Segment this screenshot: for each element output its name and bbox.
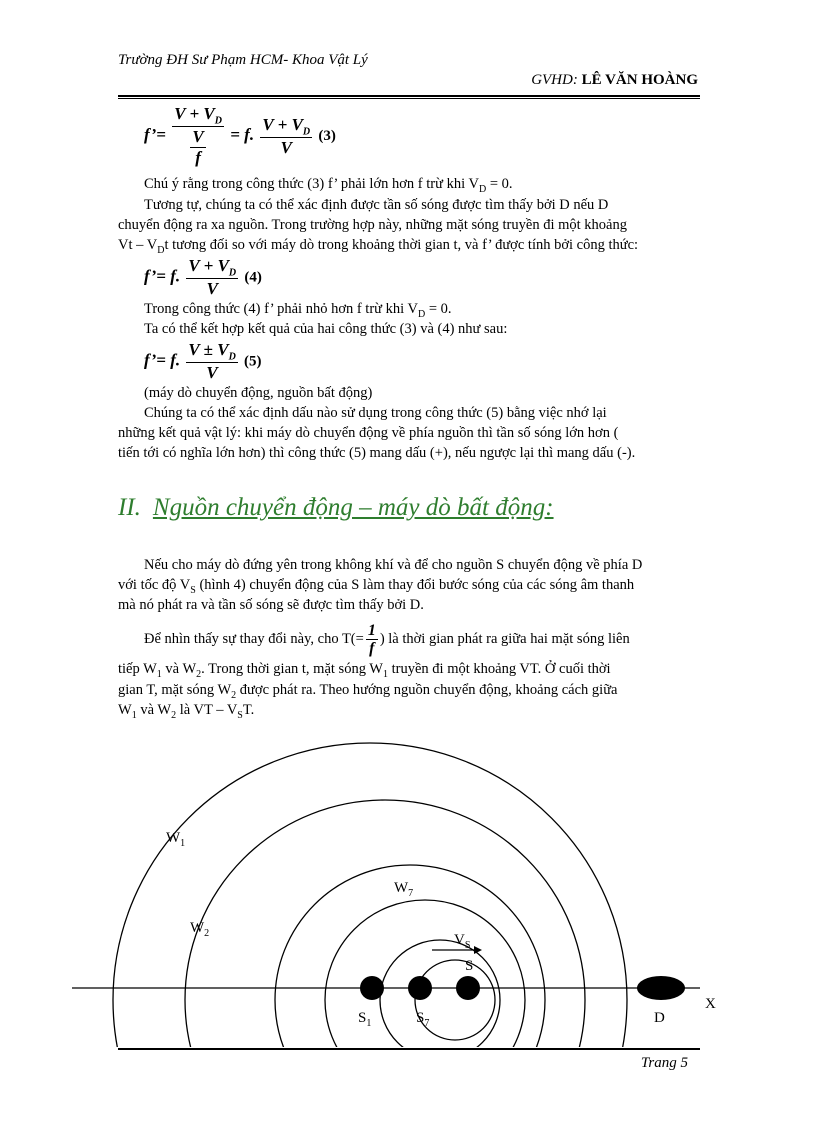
formula-4-lhs: f’= f. — [144, 266, 181, 286]
label-w7: $W_7$ — [394, 880, 414, 899]
p3-text: Trong công thức (4) f’ phải nhỏ hơn f trừ khi V — [144, 301, 419, 317]
p6-line1: Chúng ta có thể xác định dấu nào sử dụng trong công thức (5) bằng việc nhớ lại — [144, 405, 607, 421]
p8-l1b: ) là thời gian phát ra giữa hai mặt sóng liên — [379, 630, 630, 647]
p4: Ta có thể kết hợp kết quả của hai công thức (3) và (4) như sau: — [144, 321, 508, 337]
p3-sub: D — [418, 308, 426, 320]
p1-text-end: = 0. — [486, 176, 513, 192]
formula-4-den: V — [206, 279, 218, 299]
page-number: Trang 5 — [640, 1055, 688, 1071]
p8-l4d: T. — [242, 702, 255, 718]
formula-3-num2-sub: D — [302, 125, 311, 137]
label-d: D — [654, 1010, 665, 1026]
formula-5-num-sub: D — [228, 351, 236, 363]
p8-l3a: gian T, mặt sóng W — [118, 682, 232, 698]
p6-line3: tiến tới có nghĩa lớn hơn) thì công thức (5) mang dấu (+), nếu ngược lại thì mang dấu (-). — [118, 445, 636, 461]
formula-3-num2: V + V — [262, 114, 303, 134]
p8-l4-s2: 2 — [171, 709, 177, 721]
advisor-name: LÊ VĂN HOÀNG — [581, 72, 698, 88]
formula-5-den: V — [206, 363, 218, 383]
p1-text: Chú ý rằng trong công thức (3) f’ phải lớn hơn f trừ khi V — [144, 176, 479, 192]
p7-l2a: với tốc độ V — [118, 577, 191, 593]
p8-l4-s1: 1 — [131, 709, 137, 721]
formula-5-label: (5) — [244, 353, 262, 370]
p8-l2-s2: 2 — [196, 668, 202, 680]
label-s1: $S_1$ — [358, 1010, 372, 1029]
formula-3-den3: V — [280, 137, 292, 157]
header-school: Trường ĐH Sư Phạm HCM- Khoa Vật Lý — [118, 52, 368, 68]
section-number: II. — [118, 494, 141, 521]
p1-sub: D — [478, 183, 487, 195]
p8-frac-den: f — [369, 640, 375, 657]
formula-5-lhs: f’= f. — [144, 350, 181, 370]
p8-l4b: và W — [136, 702, 172, 718]
label-s: S — [465, 958, 474, 974]
label-w1: $W_1$ — [166, 830, 186, 849]
formula-3-num: V + V — [174, 104, 215, 123]
formula-4-label: (4) — [244, 269, 262, 286]
label-x: X — [705, 996, 716, 1012]
p8-l2c: . Trong thời gian t, mặt sóng W — [201, 661, 383, 677]
p8-l4-s3: S — [237, 709, 243, 721]
wavefront-inner — [380, 940, 500, 1060]
p5: (máy dò chuyển động, nguồn bất động) — [144, 385, 373, 401]
formula-3-mid: = f. — [230, 125, 255, 145]
detector-d — [637, 976, 685, 1000]
label-s7: $S_7$ — [416, 1010, 430, 1029]
p7-l2-sub: S — [190, 584, 196, 596]
p2-l3b: t tương đối so với máy dò trong khoảng thời gian t, và f’ được tính bởi công thức: — [164, 237, 639, 253]
wavefront-w2 — [185, 800, 585, 1123]
p2-l3a: Vt – V — [118, 237, 158, 253]
p8-l2-s1: 1 — [156, 668, 162, 680]
p8-l3-s1: 2 — [231, 689, 237, 701]
source-position-s7 — [408, 976, 432, 1000]
p7-line1: Nếu cho máy dò đứng yên trong không khí và để cho nguồn S chuyển động về phía D — [144, 557, 643, 573]
formula-5-num: V ± V — [188, 340, 229, 359]
formula-4-num-sub: D — [228, 267, 237, 279]
p6-line2: những kết quả vật lý: khi máy dò chuyển động về phía nguồn thì tần số sóng lớn hơn ( — [118, 425, 619, 441]
p8-l2-s3: 1 — [383, 668, 388, 680]
p8-l3b: được phát ra. Theo hướng nguồn chuyển động, khoảng cách giữa — [236, 682, 618, 698]
source-position-s — [456, 976, 480, 1000]
label-vs: $V_S$ — [454, 932, 471, 951]
p2-line2: chuyển động ra xa nguồn. Trong trường hợp này, những mặt sóng truyền đi một khoảng — [118, 217, 627, 233]
source-position-s1 — [360, 976, 384, 1000]
formula-3-den: V — [192, 127, 204, 147]
advisor-label: GVHD: — [531, 72, 578, 88]
p2-l3-sub: D — [157, 244, 165, 256]
section-title: Nguồn chuyển động – máy dò bất động: — [152, 494, 554, 521]
p8-l2a: tiếp W — [118, 661, 157, 677]
formula-3-den2: f — [195, 148, 201, 168]
p8-l4c: là VT – V — [176, 702, 238, 718]
footer-rule — [118, 1048, 700, 1050]
p3-end: = 0. — [425, 301, 452, 317]
p7-l2b: (hình 4) chuyển động của S làm thay đổi bước sóng của các sóng âm thanh — [195, 577, 635, 593]
p2-line1: Tương tự, chúng ta có thể xác định được tần số sóng được tìm thấy bởi D nếu D — [144, 197, 609, 213]
p8-frac-num: 1 — [367, 622, 376, 639]
formula-3-lhs: f’= — [144, 125, 166, 145]
p8-l1a: Để nhìn thấy sự thay đổi này, cho T(= — [144, 630, 364, 647]
p7-line3: mà nó phát ra và tần số sóng sẽ được tìm thấy bởi D. — [118, 597, 424, 613]
formula-3-label: (3) — [318, 128, 336, 145]
label-w2: $W_2$ — [190, 920, 210, 939]
p8-l2d: truyền đi một khoảng VT. Ở cuối thời — [388, 661, 611, 677]
p8-l2b: và W — [161, 661, 197, 677]
formula-4-num: V + V — [188, 256, 229, 275]
p8-l4a: W — [118, 702, 132, 718]
formula-3-num-sub: D — [214, 115, 222, 127]
